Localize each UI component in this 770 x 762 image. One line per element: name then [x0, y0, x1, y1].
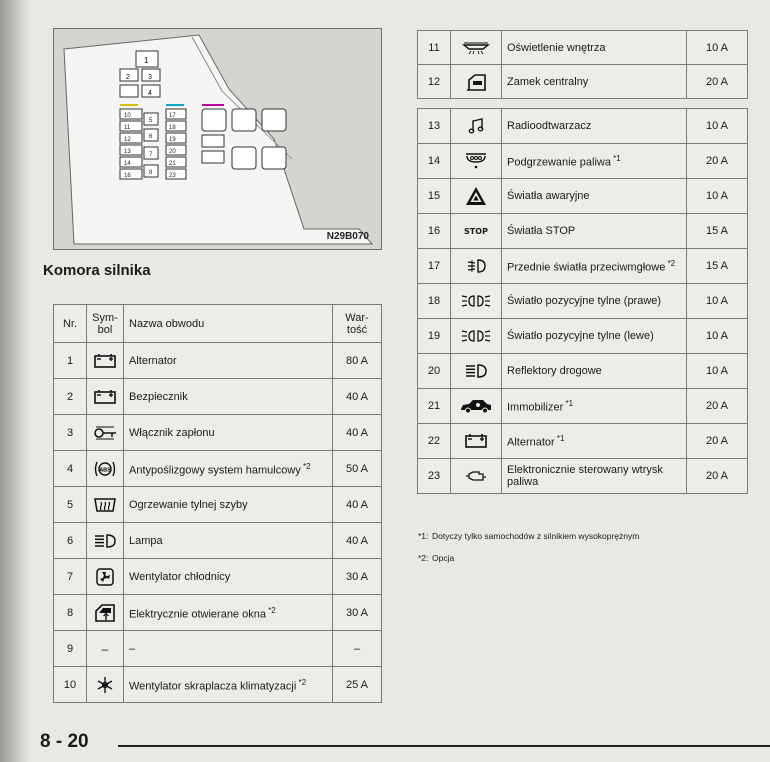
svg-text:4: 4: [148, 90, 152, 97]
table-row: [54, 631, 382, 667]
table-row: [418, 109, 748, 144]
symbol-cell: [451, 319, 502, 354]
svg-text:3: 3: [148, 74, 152, 81]
table-header-row: [54, 305, 382, 343]
table-row: [418, 319, 748, 354]
header-name: Nazwa obwodu: [124, 305, 333, 343]
circuit-name-text: Wentylator skraplacza klimatyzacji: [129, 680, 297, 693]
svg-text:12: 12: [124, 137, 131, 143]
symbol-cell: [87, 595, 124, 631]
fuse-rating: 10 A: [687, 354, 748, 389]
circuit-name: [502, 284, 687, 319]
circuit-name-text: Antypoślizgowy system hamulcowy: [129, 464, 301, 477]
symbol-cell: [451, 249, 502, 284]
svg-text:8: 8: [149, 170, 153, 176]
svg-text:2: 2: [126, 74, 130, 81]
interior-light-icon: [462, 41, 490, 55]
circuit-name-text: Alternator: [129, 354, 177, 367]
svg-text:18: 18: [169, 125, 176, 131]
front-fog-light-icon: [465, 258, 487, 274]
svg-text:19: 19: [169, 137, 176, 143]
section-title: Komora silnika: [43, 262, 151, 279]
symbol-cell: [451, 214, 502, 249]
fuse-rating: 15 A: [687, 214, 748, 249]
table-row: [54, 487, 382, 523]
diagram-code: N29B070: [326, 231, 369, 242]
footnote-mark: *2:: [418, 553, 429, 563]
battery-icon: [464, 433, 488, 449]
circuit-name: [124, 451, 333, 487]
circuit-name: [124, 523, 333, 559]
symbol-cell: [87, 631, 124, 667]
fuse-rating: 30 A: [333, 595, 382, 631]
svg-text:17: 17: [169, 113, 176, 119]
symbol-cell: [451, 31, 502, 65]
table-row: [54, 415, 382, 451]
headlamp-icon: [93, 533, 117, 549]
fuse-table-engine-right: [417, 108, 748, 494]
fuse-box-drawing: [54, 29, 381, 249]
fuse-rating: 25 A: [333, 667, 382, 703]
fuse-rating: 10 A: [687, 179, 748, 214]
fuse-box-diagram: [53, 28, 382, 250]
table-row: [418, 31, 748, 65]
circuit-name: [502, 214, 687, 249]
footnote-ref: *2: [265, 605, 276, 615]
circuit-name-text: Światło pozycyjne tylne (lewe): [507, 330, 654, 342]
fuse-number: 11: [418, 31, 451, 65]
circuit-name: [502, 389, 687, 424]
table-row: [54, 343, 382, 379]
engine-icon: [465, 468, 487, 484]
fuse-number: 19: [418, 319, 451, 354]
table-row: [418, 179, 748, 214]
symbol-cell: [451, 424, 502, 459]
fuse-number: 17: [418, 249, 451, 284]
fuse-rating: 10 A: [687, 319, 748, 354]
circuit-name: [124, 415, 333, 451]
table-row: [418, 424, 748, 459]
circuit-name: [502, 459, 687, 494]
fuse-number: 6: [54, 523, 87, 559]
fuse-number: 8: [54, 595, 87, 631]
abs-icon: [93, 459, 117, 479]
footnote-1: [418, 531, 639, 542]
circuit-name-text: Elektrycznie otwierane okna: [129, 608, 266, 621]
svg-text:20: 20: [169, 149, 176, 155]
fuse-number: 15: [418, 179, 451, 214]
circuit-name-text: Światła awaryjne: [507, 190, 590, 202]
circuit-name: [502, 109, 687, 144]
music-note-icon: [467, 117, 485, 135]
fuse-number: 22: [418, 424, 451, 459]
fuse-rating: –: [333, 631, 382, 667]
table-row: [418, 389, 748, 424]
symbol-cell: [87, 523, 124, 559]
circuit-name-text: Immobilizer: [507, 401, 564, 414]
table-row: [418, 354, 748, 389]
fuse-rating: 10 A: [687, 31, 748, 65]
circuit-name-text: Reflektory drogowe: [507, 365, 602, 377]
symbol-cell: [87, 667, 124, 703]
immobilizer-car-icon: [459, 398, 493, 414]
fuse-number: 12: [418, 65, 451, 99]
svg-text:ABS: ABS: [99, 467, 111, 473]
symbol-cell: [451, 144, 502, 179]
svg-text:5: 5: [149, 118, 153, 124]
symbol-cell: [87, 343, 124, 379]
footnote-text: Dotyczy tylko samochodów z silnikiem wysokoprężnym: [432, 531, 640, 541]
footnotes: [418, 531, 639, 575]
fuse-table-engine-left: [53, 304, 382, 703]
symbol-cell: [451, 354, 502, 389]
fuse-number: 4: [54, 451, 87, 487]
symbol-cell: [87, 559, 124, 595]
fuse-rating: 20 A: [687, 424, 748, 459]
circuit-name-text: –: [129, 642, 136, 655]
circuit-name: [502, 249, 687, 284]
circuit-name-text: Lampa: [129, 534, 163, 547]
symbol-cell: [451, 179, 502, 214]
circuit-name: [124, 487, 333, 523]
page-footer-rule: [118, 745, 770, 747]
svg-text:7: 7: [149, 152, 153, 158]
symbol-cell: [451, 389, 502, 424]
footnote-2: [418, 553, 639, 564]
footnote-ref: *1: [554, 434, 565, 444]
symbol-cell: [87, 451, 124, 487]
table-row: [54, 451, 382, 487]
footnote-ref: *1: [563, 399, 574, 409]
circuit-name: [502, 144, 687, 179]
circuit-name: [502, 65, 687, 99]
fuse-number: 3: [54, 415, 87, 451]
table-row: [418, 65, 748, 99]
table-row: [54, 523, 382, 559]
circuit-name-text: Ogrzewanie tylnej szyby: [129, 498, 248, 511]
power-window-icon: [94, 603, 116, 623]
circuit-name: [124, 559, 333, 595]
svg-text:14: 14: [124, 161, 131, 167]
fuse-number: 1: [54, 343, 87, 379]
circuit-name-text: Oświetlenie wnętrza: [507, 41, 606, 54]
circuit-name-text: Światła STOP: [507, 225, 576, 237]
table-row: [418, 459, 748, 494]
footnote-ref: *2: [665, 259, 676, 269]
page-number: 8 - 20: [40, 731, 89, 752]
high-beam-icon: [464, 363, 488, 379]
svg-text:1: 1: [144, 56, 149, 65]
symbol-cell: [87, 415, 124, 451]
header-nr: Nr.: [54, 305, 87, 343]
rear-defroster-icon: [93, 496, 117, 514]
table-row: [418, 144, 748, 179]
table-row: [418, 214, 748, 249]
fuse-number: 7: [54, 559, 87, 595]
stop-icon: STOP: [464, 227, 488, 236]
fuse-number: 14: [418, 144, 451, 179]
symbol-text: –: [101, 641, 109, 656]
fuse-rating: 10 A: [687, 284, 748, 319]
symbol-cell: [87, 379, 124, 415]
fuse-rating: 30 A: [333, 559, 382, 595]
circuit-name: [502, 424, 687, 459]
fuse-rating: 20 A: [687, 144, 748, 179]
fuse-rating: 20 A: [687, 65, 748, 99]
fuse-number: 21: [418, 389, 451, 424]
circuit-name: [124, 631, 333, 667]
battery-icon: [93, 389, 117, 405]
circuit-name-text: Alternator: [507, 436, 555, 449]
svg-text:23: 23: [169, 173, 176, 179]
table-row: [54, 595, 382, 631]
fuse-rating: 40 A: [333, 379, 382, 415]
circuit-name-text: Bezpiecznik: [129, 390, 188, 403]
symbol-cell: [451, 109, 502, 144]
fuse-number: 16: [418, 214, 451, 249]
circuit-name: [502, 319, 687, 354]
symbol-cell: [451, 65, 502, 99]
radiator-fan-icon: [95, 567, 115, 587]
svg-text:13: 13: [124, 149, 131, 155]
fuse-number: 10: [54, 667, 87, 703]
fuse-rating: 50 A: [333, 451, 382, 487]
circuit-name-text: Wentylator chłodnicy: [129, 570, 231, 583]
circuit-name-text: Włącznik zapłonu: [129, 426, 215, 439]
svg-text:10: 10: [124, 113, 131, 119]
circuit-name: [124, 595, 333, 631]
circuit-name: [124, 667, 333, 703]
footnote-text: Opcja: [432, 553, 455, 563]
svg-text:21: 21: [169, 161, 176, 167]
footnote-mark: *1:: [418, 531, 429, 541]
header-value: War- tość: [333, 305, 382, 343]
circuit-name: [124, 343, 333, 379]
circuit-name-text: Podgrzewanie paliwa: [507, 156, 611, 169]
table-row: [418, 249, 748, 284]
battery-icon: [93, 353, 117, 369]
footnote-ref: *2: [300, 461, 311, 471]
fuse-table-engine-right-top: [417, 30, 748, 99]
door-lock-icon: [465, 73, 487, 91]
table-row: [54, 667, 382, 703]
fuse-number: 20: [418, 354, 451, 389]
fuse-rating: 40 A: [333, 487, 382, 523]
fuse-number: 2: [54, 379, 87, 415]
fuse-rating: 20 A: [687, 459, 748, 494]
table-row: [54, 559, 382, 595]
fuse-rating: 40 A: [333, 415, 382, 451]
fuse-rating: 10 A: [687, 109, 748, 144]
circuit-name-text: Elektronicznie sterowany wtrysk paliwa: [507, 464, 663, 488]
fuse-number: 18: [418, 284, 451, 319]
symbol-cell: [87, 487, 124, 523]
ac-condenser-fan-icon: [96, 676, 114, 694]
svg-text:6: 6: [149, 134, 153, 140]
circuit-name-text: Światło pozycyjne tylne (prawe): [507, 295, 662, 307]
ignition-key-icon: [92, 425, 118, 441]
circuit-name: [502, 179, 687, 214]
svg-text:16: 16: [124, 173, 131, 179]
header-symbol: Sym- bol: [87, 305, 124, 343]
circuit-name: [502, 354, 687, 389]
fuse-number: 9: [54, 631, 87, 667]
symbol-cell: [451, 459, 502, 494]
svg-text:11: 11: [124, 125, 131, 131]
fuse-rating: 15 A: [687, 249, 748, 284]
circuit-name-text: Radioodtwarzacz: [507, 120, 592, 132]
table-row: [418, 284, 748, 319]
tail-light-icon: [461, 293, 491, 309]
hazard-triangle-icon: [465, 186, 487, 206]
circuit-name-text: Zamek centralny: [507, 75, 589, 88]
fuse-number: 5: [54, 487, 87, 523]
circuit-name: [124, 379, 333, 415]
fuse-number: 23: [418, 459, 451, 494]
circuit-name-text: Przednie światła przeciwmgłowe: [507, 261, 666, 274]
page-edge-shadow: [0, 0, 30, 762]
circuit-name: [502, 31, 687, 65]
footnote-ref: *1: [610, 154, 621, 164]
footnote-ref: *2: [296, 677, 307, 687]
fuse-rating: 40 A: [333, 523, 382, 559]
symbol-cell: [451, 284, 502, 319]
fuse-rating: 20 A: [687, 389, 748, 424]
fuel-heater-icon: [463, 152, 489, 170]
tail-light-icon: [461, 328, 491, 344]
fuse-rating: 80 A: [333, 343, 382, 379]
table-row: [54, 379, 382, 415]
fuse-number: 13: [418, 109, 451, 144]
